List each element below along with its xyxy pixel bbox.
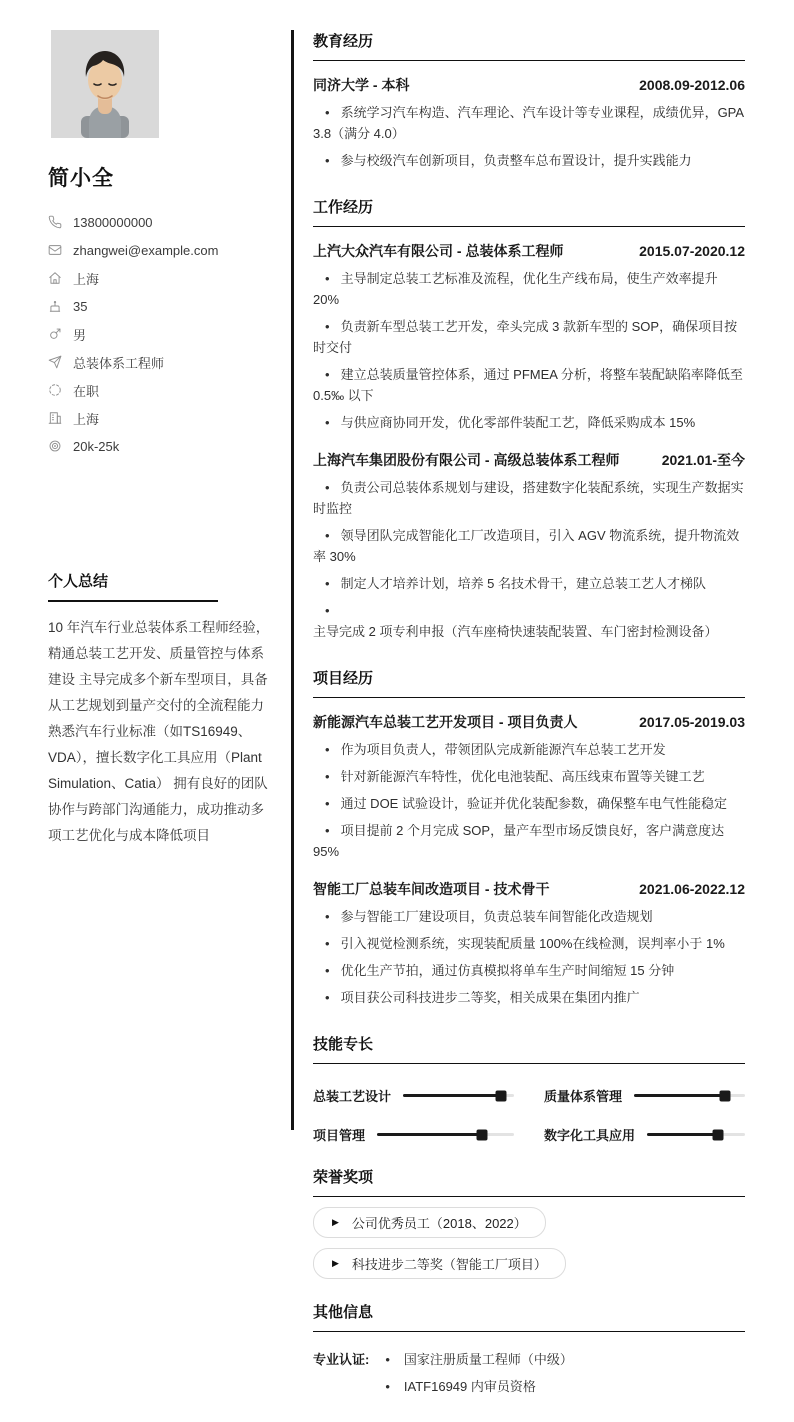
certifications-list — [385, 1346, 573, 1400]
phone-icon — [48, 215, 62, 229]
home-icon — [48, 271, 62, 285]
bullet-item: • 建立总装质量管控体系，通过 PFMEA 分析，将整车装配缺陷率降低至 0.5‰ 以下 — [313, 361, 745, 409]
experience-entry — [313, 874, 745, 1011]
skill-slider-fill — [634, 1094, 725, 1097]
contact-value: 男 — [73, 327, 87, 343]
play-icon: ▶ — [332, 1258, 339, 1268]
salary-icon — [48, 439, 62, 453]
skill-slider-fill — [647, 1133, 718, 1136]
certifications-row — [313, 1346, 745, 1400]
entry-date: 2015.07-2020.12 — [639, 243, 745, 259]
honor-badge — [313, 1207, 546, 1238]
section-honors — [313, 1166, 745, 1279]
skill-slider — [377, 1133, 514, 1136]
contact-item — [48, 236, 270, 264]
skill-slider-fill — [377, 1133, 482, 1136]
bullet-item: • 系统学习汽车构造、汽车理论、汽车设计等专业课程，成绩优异，GPA 3.8（满分 4.0） — [313, 99, 745, 147]
skill-item — [313, 1125, 514, 1144]
summary-section — [48, 570, 270, 849]
entry-date: 2021.06-2022.12 — [639, 881, 745, 897]
experience-entry — [313, 70, 745, 174]
bullet-item: • 针对新能源汽车特性，优化电池装配、高压线束布置等关键工艺 — [313, 763, 745, 790]
contact-item — [48, 432, 270, 460]
bullet-item: • 负责公司总装体系规划与建设，搭建数字化装配系统，实现生产数据实时监控 — [313, 474, 745, 522]
skill-slider-fill — [403, 1094, 501, 1097]
entry-title: 智能工厂总装车间改造项目 - 技术骨干 — [313, 881, 550, 897]
bullet-item: • 优化生产节拍，通过仿真模拟将单车生产时间缩短 15 分钟 — [313, 957, 745, 984]
contact-item — [48, 292, 270, 320]
experience-entry — [313, 445, 745, 645]
skill-slider-handle — [720, 1090, 731, 1101]
honor-badge — [313, 1248, 566, 1279]
bullet-item: • 引入视觉检测系统，实现装配质量 100%在线检测，误判率小于 1% — [313, 930, 745, 957]
status-icon — [48, 383, 62, 397]
skill-item — [544, 1125, 745, 1144]
contact-value: 在职 — [73, 383, 100, 399]
vertical-divider — [291, 30, 294, 1130]
bullet-item: • 制定人才培养计划，培养 5 名技术骨干，建立总装工艺人才梯队 — [313, 570, 745, 597]
certifications-label: 专业认证: — [313, 1352, 370, 1367]
section-heading: 项目经历 — [313, 667, 745, 698]
entry-title: 上海汽车集团股份有限公司 - 高级总装体系工程师 — [313, 452, 620, 468]
bullet-item: • 参与校级汽车创新项目，负责整车总布置设计，提升实践能力 — [313, 147, 745, 174]
gender-icon — [48, 327, 62, 341]
skills-grid — [313, 1086, 745, 1144]
entry-header — [313, 70, 745, 99]
entry-header — [313, 445, 745, 474]
contact-value: 20k-25k — [73, 438, 120, 454]
job-icon — [48, 355, 62, 369]
bullet-item: • 负责新车型总装工艺开发，牵头完成 3 款新车型的 SOP，确保项目按时交付 — [313, 313, 745, 361]
certification-item: • 国家注册质量工程师（中级） — [385, 1346, 573, 1373]
experience-entry — [313, 707, 745, 865]
bullet-item: • 作为项目负责人，带领团队完成新能源汽车总装工艺开发 — [313, 736, 745, 763]
skill-slider-handle — [712, 1129, 723, 1140]
skill-slider — [634, 1094, 745, 1097]
skill-item — [313, 1086, 514, 1105]
contact-item — [48, 208, 270, 236]
bullet-item: • 项目提前 2 个月完成 SOP，量产车型市场反馈良好，客户满意度达 95% — [313, 817, 745, 865]
entry-title: 同济大学 - 本科 — [313, 77, 410, 93]
honor-label: 公司优秀员工（2018、2022） — [351, 1216, 527, 1231]
company-icon — [48, 411, 62, 425]
section-heading: 其他信息 — [313, 1301, 745, 1332]
play-icon: ▶ — [332, 1217, 339, 1227]
experience-sections — [313, 30, 745, 1011]
avatar — [51, 30, 159, 138]
entry-header — [313, 874, 745, 903]
bullet-item: • 参与智能工厂建设项目，负责总装车间智能化改造规划 — [313, 903, 745, 930]
profile-photo — [51, 30, 159, 138]
honor-label: 科技进步二等奖（智能工厂项目） — [351, 1257, 547, 1272]
entry-header — [313, 707, 745, 736]
skill-slider — [647, 1133, 745, 1136]
summary-heading: 个人总结 — [48, 570, 218, 602]
age-icon — [48, 299, 62, 313]
contact-value: 总装体系工程师 — [73, 355, 165, 371]
sidebar — [48, 30, 270, 849]
section-heading: 技能专长 — [313, 1033, 745, 1064]
section-education — [313, 30, 745, 174]
honors-list — [313, 1207, 745, 1279]
entry-title: 新能源汽车总装工艺开发项目 - 项目负责人 — [313, 714, 578, 730]
skill-label: 质量体系管理 — [544, 1089, 623, 1104]
contact-value: 13800000000 — [73, 214, 153, 230]
skill-item — [544, 1086, 745, 1105]
skill-label: 数字化工具应用 — [544, 1128, 636, 1143]
contact-item — [48, 264, 270, 292]
skill-slider-handle — [477, 1129, 488, 1140]
section-skills — [313, 1033, 745, 1144]
skill-label: 总装工艺设计 — [313, 1089, 392, 1104]
honor-row — [313, 1207, 745, 1238]
contact-list — [48, 208, 270, 460]
bullet-item: • 主导制定总装工艺标准及流程，优化生产线布局，使生产效率提升 20% — [313, 265, 745, 313]
contact-item — [48, 348, 270, 376]
bullet-item: • 主导完成 2 项专利申报（汽车座椅快速装配装置、车门密封检测设备） — [313, 597, 745, 645]
section-heading: 荣誉奖项 — [313, 1166, 745, 1197]
skill-slider-handle — [495, 1090, 506, 1101]
bullet-item: • 领导团队完成智能化工厂改造项目，引入 AGV 物流系统，提升物流效率 30% — [313, 522, 745, 570]
section-other — [313, 1301, 745, 1400]
bullet-item: • 项目获公司科技进步二等奖，相关成果在集团内推广 — [313, 984, 745, 1011]
entry-title: 上汽大众汽车有限公司 - 总装体系工程师 — [313, 243, 564, 259]
bullet-item: • 通过 DOE 试验设计，验证并优化装配参数，确保整车电气性能稳定 — [313, 790, 745, 817]
main-column — [313, 30, 745, 1422]
contact-value: zhangwei@example.com — [73, 242, 219, 258]
section-heading: 教育经历 — [313, 30, 745, 61]
summary-text: 10 年汽车行业总装体系工程师经验，精通总装工艺开发、质量管控与体系建设 主导完成多个新车型项目，具备从工艺规划到量产交付的全流程能力 熟悉汽车行业标准（如TS16949、VDA），擅长数字化工具应用（Plant Simulation、Catia） 拥有良好的团队协作与跨部门沟通能力，成功推动多项工艺优化与成本降低项目 — [48, 620, 270, 843]
experience-entry — [313, 236, 745, 436]
contact-value: 35 — [73, 298, 88, 314]
skill-slider — [403, 1094, 514, 1097]
contact-item — [48, 320, 270, 348]
section-projects — [313, 667, 745, 1011]
contact-value: 上海 — [73, 411, 100, 427]
contact-item — [48, 376, 270, 404]
contact-value: 上海 — [73, 271, 100, 287]
section-heading: 工作经历 — [313, 196, 745, 227]
section-work — [313, 196, 745, 645]
contact-item — [48, 404, 270, 432]
candidate-name: 简小全 — [48, 167, 114, 190]
entry-date: 2021.01-至今 — [661, 452, 745, 468]
entry-header — [313, 236, 745, 265]
certification-item: • IATF16949 内审员资格 — [385, 1373, 573, 1400]
honor-row — [313, 1248, 745, 1279]
entry-date: 2008.09-2012.06 — [639, 77, 745, 93]
entry-date: 2017.05-2019.03 — [639, 714, 745, 730]
bullet-item: • 与供应商协同开发，优化零部件装配工艺，降低采购成本 15% — [313, 409, 745, 436]
skill-label: 项目管理 — [313, 1128, 366, 1143]
email-icon — [48, 243, 62, 257]
